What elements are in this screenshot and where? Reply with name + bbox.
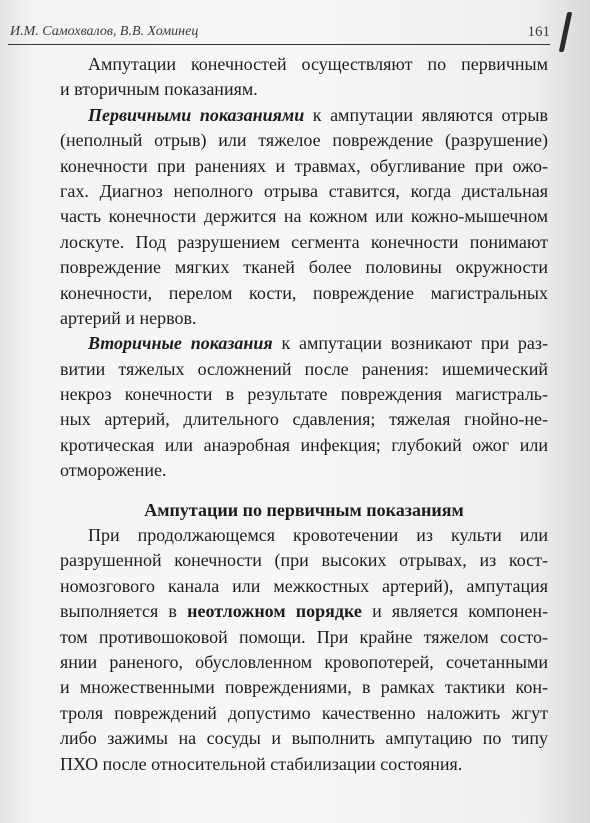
- section-heading: Ампутации по первичным показаниям: [144, 499, 464, 520]
- text-line: троля повреждений допустимо качественно наложить жгут: [60, 702, 548, 723]
- text-line: витии тяжелых осложнений после ранения: ишемический: [60, 358, 548, 379]
- text-line: артерий и нервов.: [60, 307, 197, 328]
- page-body: [60, 52, 548, 777]
- running-header: [8, 14, 550, 45]
- text-line: либо зажимы на сосуды и выполнить ампутацию по типу: [60, 728, 548, 749]
- text-line: Ампутации конечностей осуществляют по первичным: [88, 54, 548, 74]
- text-line: номозгового канала или межкостных артерий), ампутация: [60, 575, 548, 596]
- text-line: и вторичным показаниям.: [60, 79, 258, 100]
- text-line: том противошоковой помощи. При крайне тяжелом состо-: [60, 626, 548, 647]
- text-line: При продолжающемся кровотечении из культи или: [88, 525, 548, 546]
- text-line: отморожение.: [60, 460, 167, 481]
- text-line: [60, 103, 548, 128]
- text-line: [60, 599, 548, 624]
- text-run: и является компонен-: [361, 601, 548, 622]
- text-run: выполняется в: [60, 601, 188, 622]
- page-number: 161: [527, 24, 550, 40]
- text-line: ных артерий, длительного сдавления; тяжелая гнойно-не-: [60, 409, 548, 430]
- text-run: к ампутации возникают при раз-: [272, 333, 549, 354]
- text-line: кротическая или анаэробная инфекция; глубокий ожог или: [60, 434, 548, 455]
- text-line: повреждение мягких тканей более половины окружности: [60, 257, 548, 278]
- text-line: янии раненого, обусловленном кровопотерей, сочетанными: [60, 651, 548, 672]
- text-line: [60, 331, 548, 356]
- header-authors: И.М. Самохвалов, В.В. Хоминец: [10, 24, 199, 39]
- text-line: лоскуте. Под разрушением сегмента конечности понимают: [60, 231, 548, 252]
- term-primary-indications: Первичными показаниями: [88, 104, 305, 125]
- text-line: и множественными повреждениями, в рамках тактики кон-: [60, 677, 548, 698]
- text-run: к ампутации являются отрыв: [304, 104, 548, 125]
- section-spacer: [60, 484, 548, 498]
- paragraph-secondary-indications: [60, 331, 548, 483]
- term-urgent-order: неотложном порядке: [187, 601, 362, 622]
- page-edge-mark: [559, 12, 573, 52]
- text-line: разрушенной конечности (при высоких отрывах, из кост-: [60, 550, 548, 571]
- paragraph-primary-indications: [60, 103, 548, 332]
- text-line: гах. Диагноз неполного отрыва ставится, когда дистальная: [60, 180, 548, 201]
- paragraph-intro: [60, 52, 548, 103]
- text-line: некроз конечности в результате повреждения магистраль-: [60, 384, 548, 405]
- text-line: конечности, перелом кости, повреждение магистральных: [60, 282, 548, 303]
- text-line: (неполный отрыв) или тяжелое повреждение (разрушение): [60, 130, 548, 151]
- term-secondary-indications: Вторичные показания: [88, 333, 273, 354]
- text-line: ПХО после относительной стабилизации состояния.: [60, 753, 463, 774]
- text-line: конечности при ранениях и травмах, обугливание при ожо-: [60, 155, 548, 176]
- paragraph-primary-amputation: [60, 523, 548, 777]
- text-line: часть конечности держится на кожном или кожно-мышечном: [60, 206, 548, 227]
